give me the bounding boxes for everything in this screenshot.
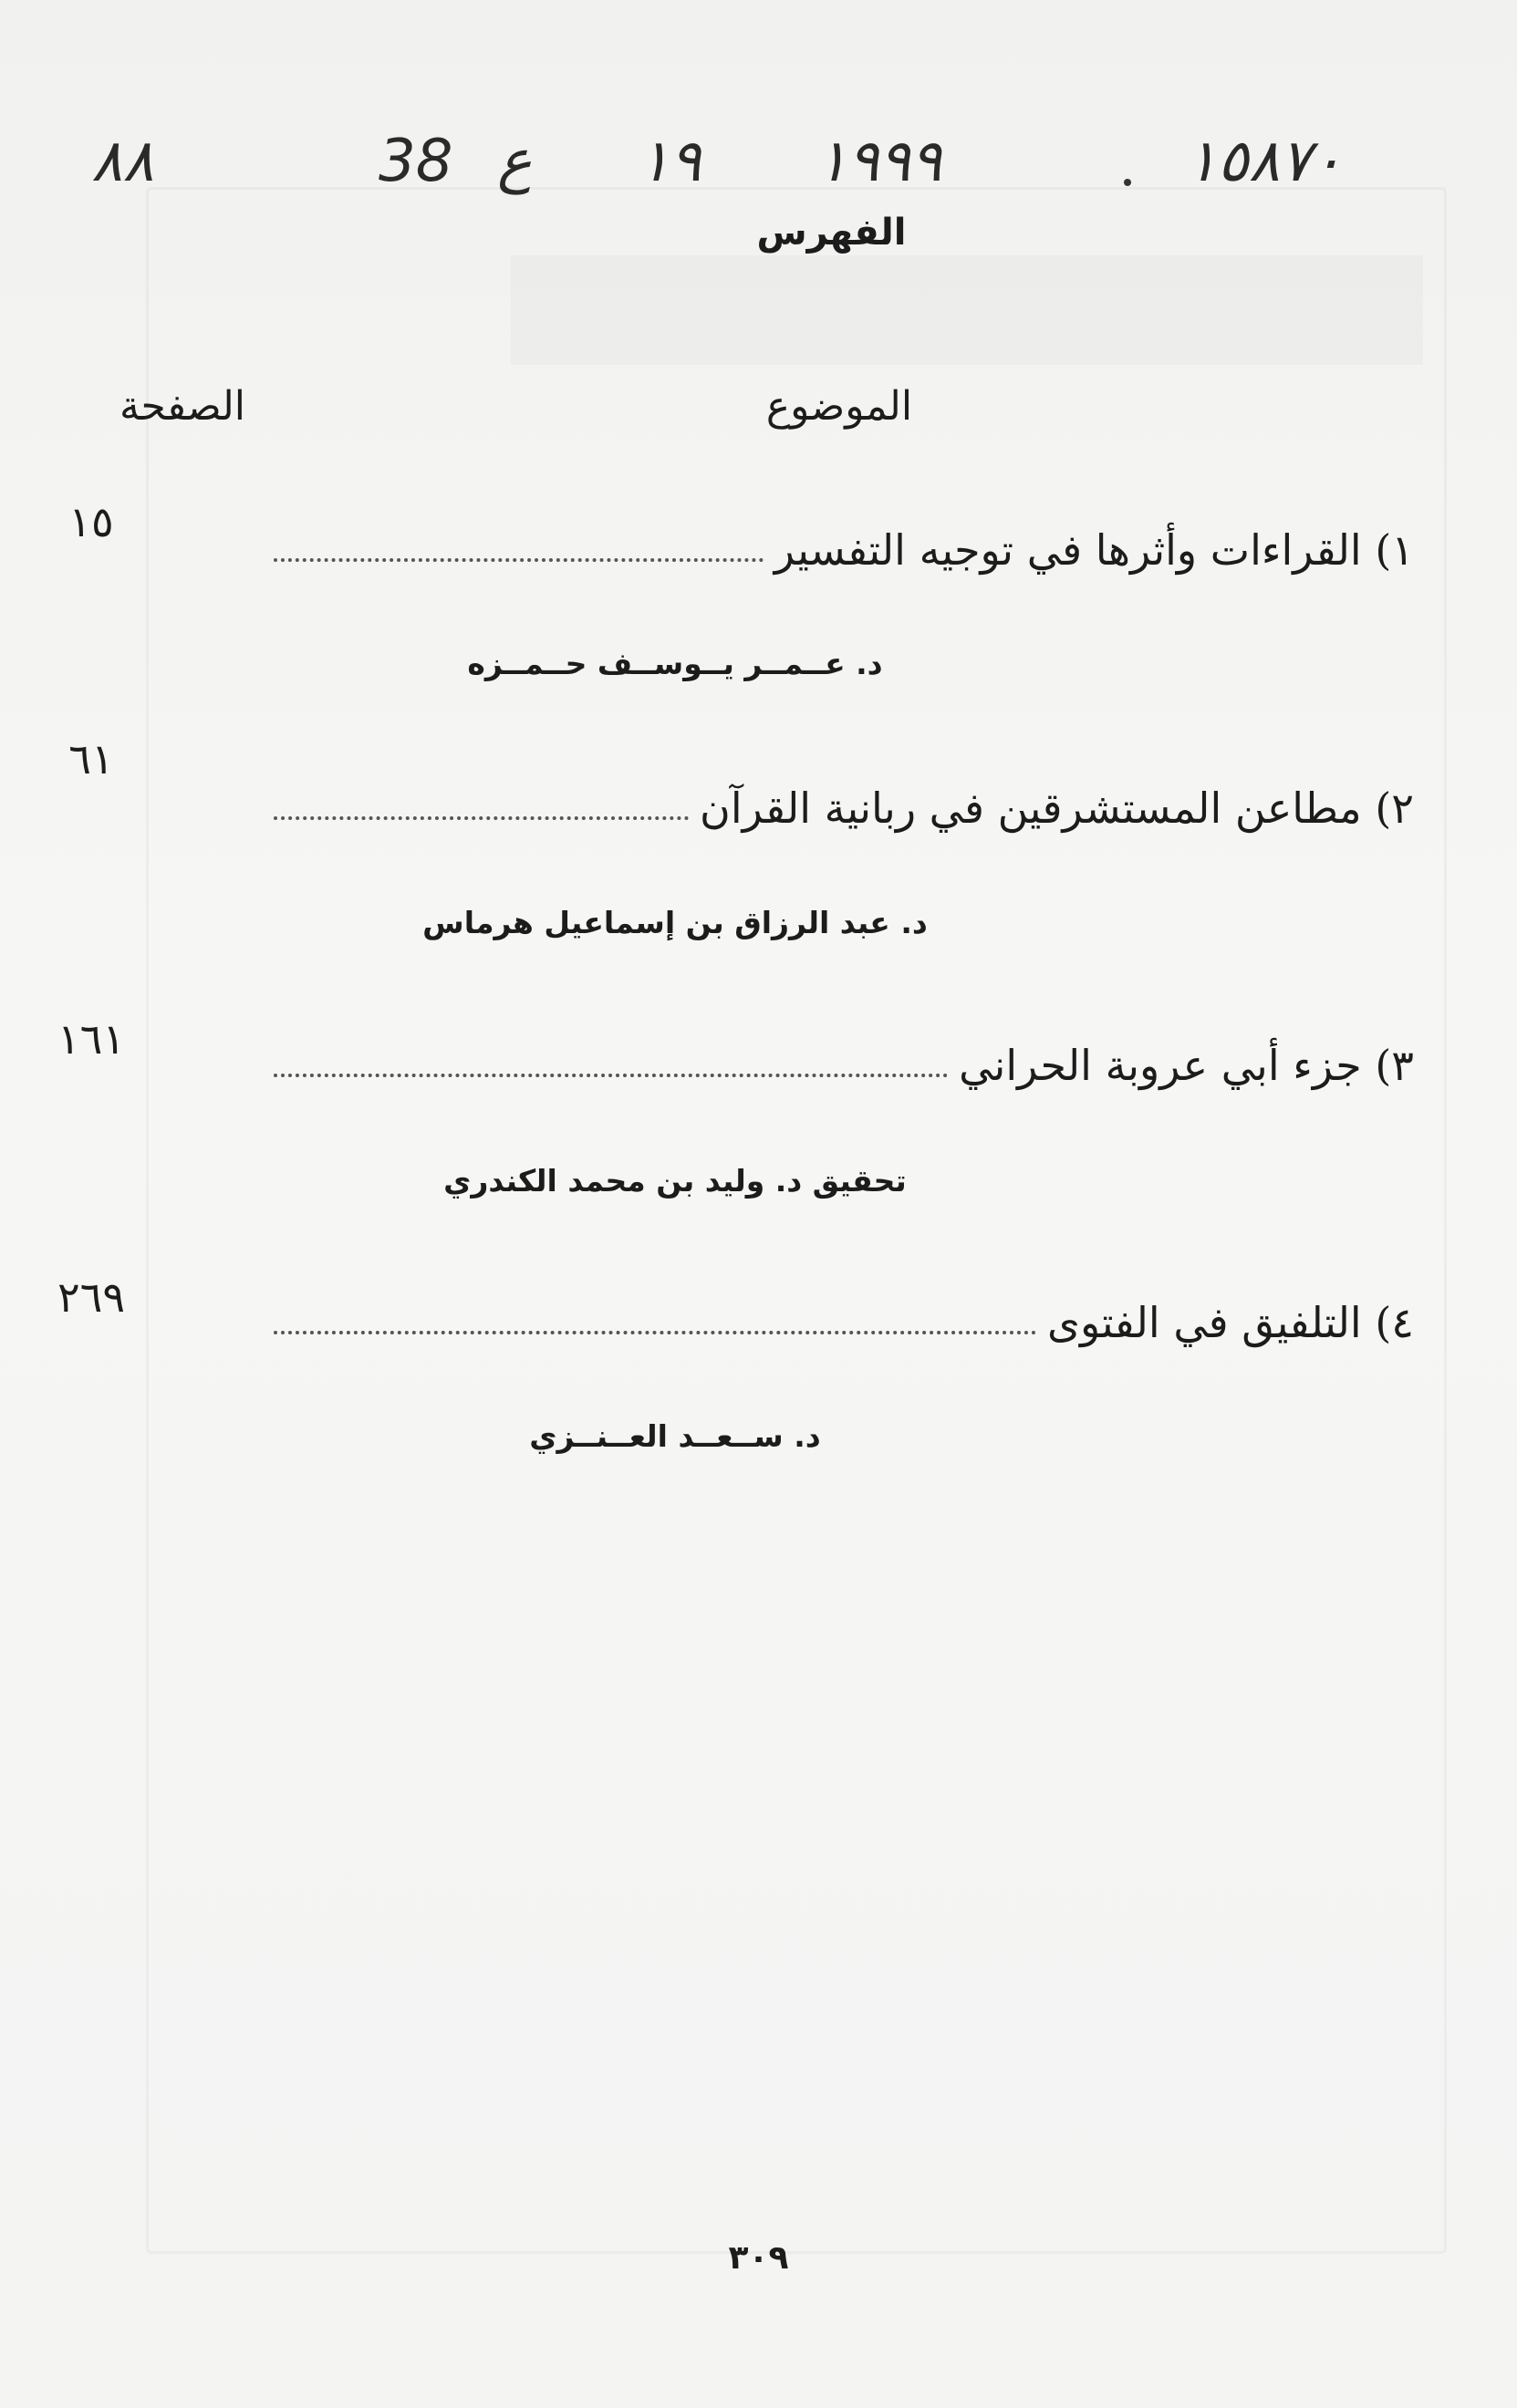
handwritten-note: 38 [379,128,453,195]
toc-entry-author: د. عــمــر يــوســف حــمــزه [467,646,883,681]
toc-entry-title: ٣) جزء أبي عروبة الحراني [959,1041,1414,1090]
handwritten-note: ع [497,128,533,195]
dot-leader [274,1074,948,1077]
handwritten-note: ١٩٩٩ [816,128,942,195]
bleed-through-band [511,255,1423,365]
topic-column-header: الموضوع [765,383,913,430]
toc-entry-title: ١) القراءات وأثرها في توجيه التفسير [774,525,1414,575]
handwritten-dot [1124,179,1131,186]
toc-entry-page: ١٥ [68,497,114,546]
toc-entry-page: ١٦١ [57,1014,126,1064]
toc-entry-page: ٢٦٩ [57,1272,126,1322]
handwritten-note: ١٩ [639,128,701,195]
bleed-through-frame [146,187,1447,2254]
dot-leader [274,816,689,820]
page-column-header: الصفحة [119,383,246,430]
handwritten-note: ١٥٨٧٠ [1186,128,1343,195]
toc-entry-title: ٤) التلفيق في الفتوى [1047,1298,1414,1347]
toc-entry-title: ٢) مطاعن المستشرقين في ربانية القرآن [700,784,1414,833]
toc-entry-author: د. عبد الرزاق بن إسماعيل هرماس [422,905,928,940]
page-number: ٣٠٩ [728,2239,789,2277]
toc-entry[interactable] [109,1017,1414,1090]
toc-entry-page: ٦١ [68,734,114,784]
toc-entry-author: د. ســعــد العــنــزي [529,1418,821,1454]
toc-entry[interactable] [109,760,1414,833]
handwritten-note: ٨٨ [91,128,154,195]
toc-entry-author: تحقيق د. وليد بن محمد الكندري [443,1163,907,1199]
page-title: الفهرس [756,212,907,254]
dot-leader [274,558,764,562]
dot-leader [274,1331,1036,1334]
toc-entry[interactable] [109,1274,1414,1347]
toc-entry[interactable] [109,502,1414,575]
